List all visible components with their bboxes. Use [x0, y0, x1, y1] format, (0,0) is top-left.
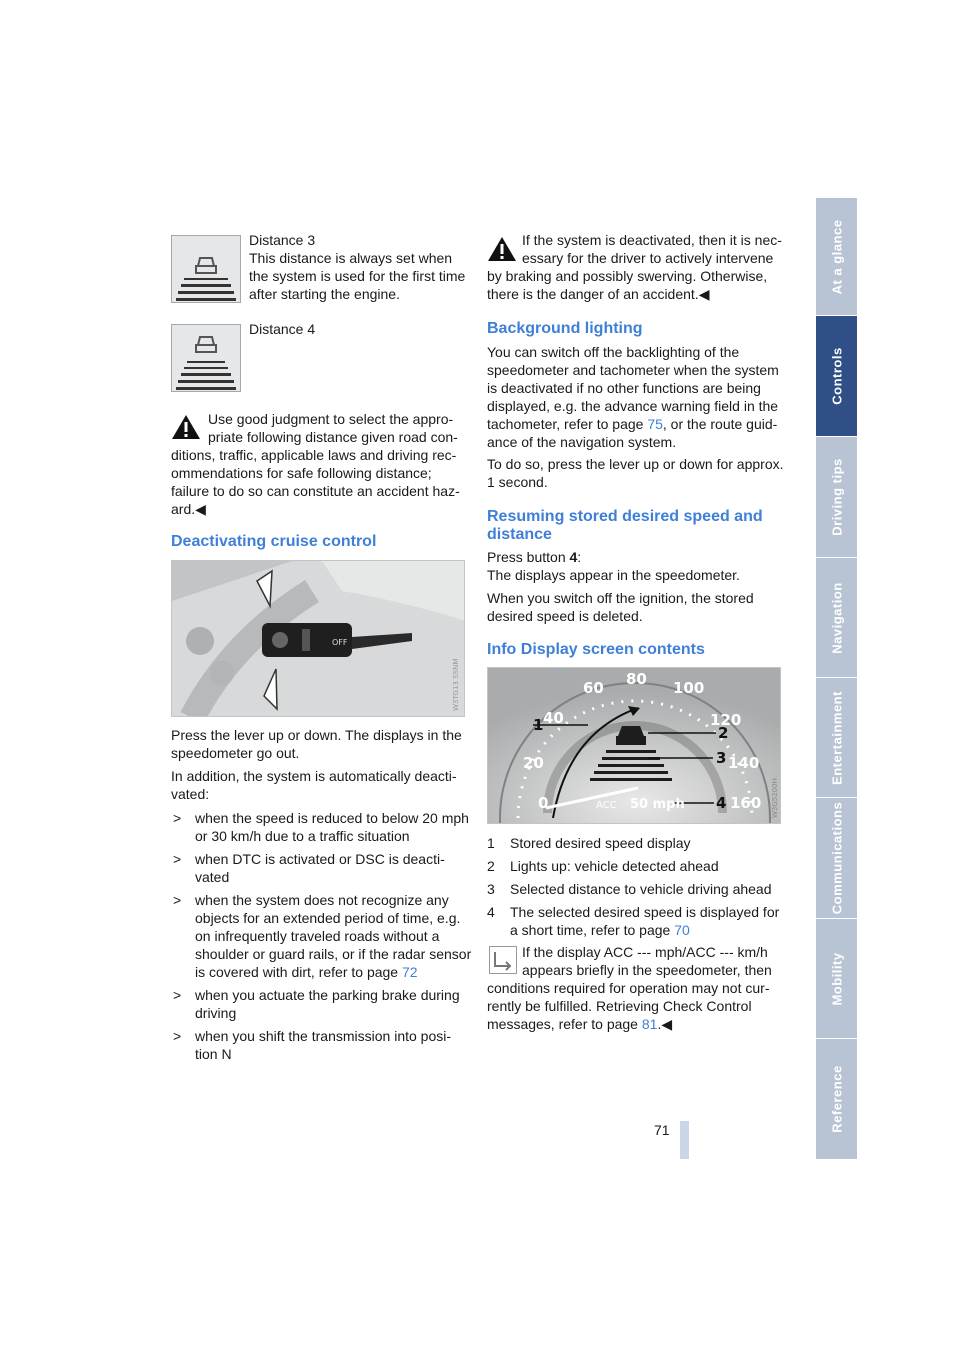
speedometer-display-image	[487, 667, 781, 824]
distance-3-title: Distance 3	[249, 232, 316, 248]
body-text	[487, 548, 581, 566]
bullet-marker: >	[173, 851, 182, 867]
page-number-bar	[680, 1121, 689, 1159]
body-text: 1 second.	[487, 474, 548, 490]
button-ref: 4	[569, 549, 578, 565]
tab-reference[interactable]	[816, 1039, 857, 1159]
bullet-text: when DTC is activated or DSC is deacti-	[195, 851, 445, 867]
body-text: displayed, e.g. the advance warning field in the	[487, 398, 779, 414]
distance-3-icon	[171, 235, 241, 303]
page-link[interactable]: 72	[402, 964, 418, 980]
tab-label: Mobility	[829, 951, 844, 1006]
bullet-text: driving	[195, 1005, 237, 1021]
tab-communications[interactable]	[816, 798, 857, 918]
note-text-part: messages, refer to page	[487, 1016, 642, 1032]
legend-text	[510, 921, 690, 939]
note-text: conditions required for operation may not cur-	[487, 980, 770, 996]
warning-text: ditions, traffic, applicable laws and driving rec-	[171, 447, 457, 463]
body-text: In addition, the system is automatically deacti-	[171, 768, 457, 784]
legend-text: Lights up: vehicle detected ahead	[510, 858, 719, 874]
section-heading: distance	[487, 526, 552, 543]
distance-3-text: the system is used for the first time	[249, 268, 466, 284]
bullet-text: on infrequently traveled roads without a	[195, 928, 440, 944]
section-heading: Background lighting	[487, 320, 643, 337]
page-link[interactable]: 75	[647, 416, 663, 432]
legend-number: 2	[487, 858, 495, 874]
body-text: is deactivated if no other functions are being	[487, 380, 761, 396]
photo-code: W3G5200H	[771, 778, 779, 818]
body-text-part: Press button	[487, 549, 570, 565]
distance-3-text: after starting the engine.	[249, 286, 400, 302]
bullet-text: vated	[195, 869, 230, 885]
tab-driving-tips[interactable]	[816, 437, 857, 557]
warning-text: ard.◀	[171, 501, 206, 517]
tab-navigation[interactable]	[816, 558, 857, 677]
tab-label: Communications	[829, 801, 844, 915]
note-text: rently be fulfilled. Retrieving Check Control	[487, 998, 752, 1014]
note-text: If the display ACC --- mph/ACC --- km/h	[522, 944, 768, 960]
bullet-text: when you actuate the parking brake during	[195, 987, 460, 1003]
note-text-part: .◀	[657, 1016, 673, 1032]
bullet-text: or 30 km/h due to a traffic situation	[195, 828, 410, 844]
bullet-text: tion N	[195, 1046, 232, 1062]
body-text	[487, 415, 777, 433]
bullet-text: objects for an extended period of time, e.g.	[195, 910, 461, 926]
gauge-tick: 100	[673, 679, 705, 697]
tab-entertainment[interactable]	[816, 678, 857, 797]
warning-text: Use good judgment to select the appro-	[208, 411, 454, 427]
lever-off-label: OFF	[332, 638, 348, 647]
tab-label: Controls	[829, 347, 844, 405]
legend-text-part: a short time, refer to page	[510, 922, 675, 938]
warning-text: by braking and possibly swerving. Otherwise,	[487, 268, 768, 284]
tab-controls[interactable]	[816, 316, 857, 436]
bullet-text: shoulder or guard rails, or if the radar sensor	[195, 946, 472, 962]
note-icon	[489, 946, 517, 974]
body-text: To do so, press the lever up or down for approx.	[487, 456, 784, 472]
body-text: The displays appear in the speedometer.	[487, 567, 740, 583]
bullet-marker: >	[173, 810, 182, 826]
section-heading: Deactivating cruise control	[171, 533, 377, 550]
callout-number: 1	[533, 716, 544, 734]
section-heading: Info Display screen contents	[487, 641, 705, 658]
body-text-part: , or the route guid-	[662, 416, 778, 432]
gauge-acc-label: ACC	[596, 800, 617, 811]
legend-text: Selected distance to vehicle driving ahead	[510, 881, 772, 897]
body-text: When you switch off the ignition, the stored	[487, 590, 754, 606]
tab-label: Entertainment	[829, 690, 844, 785]
warning-icon	[487, 236, 517, 262]
distance-3-text: This distance is always set when	[249, 250, 453, 266]
photo-code: W3TG13 SSNM	[452, 658, 460, 711]
legend-number: 4	[487, 904, 495, 920]
body-text: desired speed is deleted.	[487, 608, 643, 624]
body-text: vated:	[171, 786, 210, 802]
bullet-text-part: is covered with dirt, refer to page	[195, 964, 402, 980]
bullet-marker: >	[173, 987, 182, 1003]
bullet-marker: >	[173, 892, 182, 908]
body-text-part: :	[577, 549, 582, 565]
warning-text: failure to do so can constitute an accident haz-	[171, 483, 460, 499]
page-number: 71	[654, 1122, 670, 1138]
warning-text: there is the danger of an accident.◀	[487, 286, 710, 302]
legend-text: Stored desired speed display	[510, 835, 691, 851]
distance-4-icon	[171, 324, 241, 392]
bullet-text	[195, 963, 418, 981]
callout-number: 4	[716, 794, 727, 812]
bullet-marker: >	[173, 1028, 182, 1044]
tab-label: At a glance	[829, 219, 844, 294]
gauge-tick: 80	[626, 670, 647, 688]
distance-4-title: Distance 4	[249, 321, 316, 337]
tab-label: Navigation	[829, 581, 844, 654]
warning-text: essary for the driver to actively intervene	[522, 250, 774, 266]
tab-mobility[interactable]	[816, 919, 857, 1038]
bullet-text: when the system does not recognize any	[195, 892, 449, 908]
tab-label: Reference	[829, 1065, 844, 1133]
body-text: Press the lever up or down. The displays in the	[171, 727, 462, 743]
gauge-tick: 40	[543, 709, 564, 727]
body-text: ance of the navigation system.	[487, 434, 677, 450]
gauge-tick: 140	[728, 754, 760, 772]
page-link[interactable]: 81	[641, 1016, 658, 1032]
tab-at-a-glance[interactable]	[816, 198, 857, 315]
note-text: appears briefly in the speedometer, then	[522, 962, 772, 978]
bullet-text: when the speed is reduced to below 20 mph	[195, 810, 469, 826]
gauge-speed-label: 50 mph	[630, 797, 685, 812]
legend-number: 1	[487, 835, 495, 851]
gauge-tick: 60	[583, 679, 604, 697]
note-text	[487, 1015, 672, 1033]
section-heading: Resuming stored desired speed and	[487, 508, 763, 525]
warning-text: priate following distance given road con-	[208, 429, 458, 445]
callout-number: 3	[716, 749, 727, 767]
gauge-tick: 20	[523, 754, 544, 772]
body-text: speedometer and tachometer when the system	[487, 362, 779, 378]
body-text: You can switch off the backlighting of the	[487, 344, 740, 360]
tab-label: Driving tips	[829, 458, 844, 536]
body-text: speedometer go out.	[171, 745, 300, 761]
page-link[interactable]: 70	[674, 922, 690, 938]
callout-number: 2	[718, 724, 729, 742]
gauge-tick: 0	[538, 794, 549, 812]
gauge-tick: 120	[710, 711, 742, 729]
warning-text: If the system is deactivated, then it is nec-	[522, 232, 782, 248]
legend-number: 3	[487, 881, 495, 897]
gauge-tick: 160	[730, 794, 762, 812]
cruise-lever-photo	[171, 560, 465, 717]
bullet-text: when you shift the transmission into posi-	[195, 1028, 452, 1044]
warning-text: ommendations for safe following distance;	[171, 465, 432, 481]
legend-text: The selected desired speed is displayed for	[510, 904, 780, 920]
body-text-part: tachometer, refer to page	[487, 416, 648, 432]
warning-icon	[171, 414, 201, 440]
